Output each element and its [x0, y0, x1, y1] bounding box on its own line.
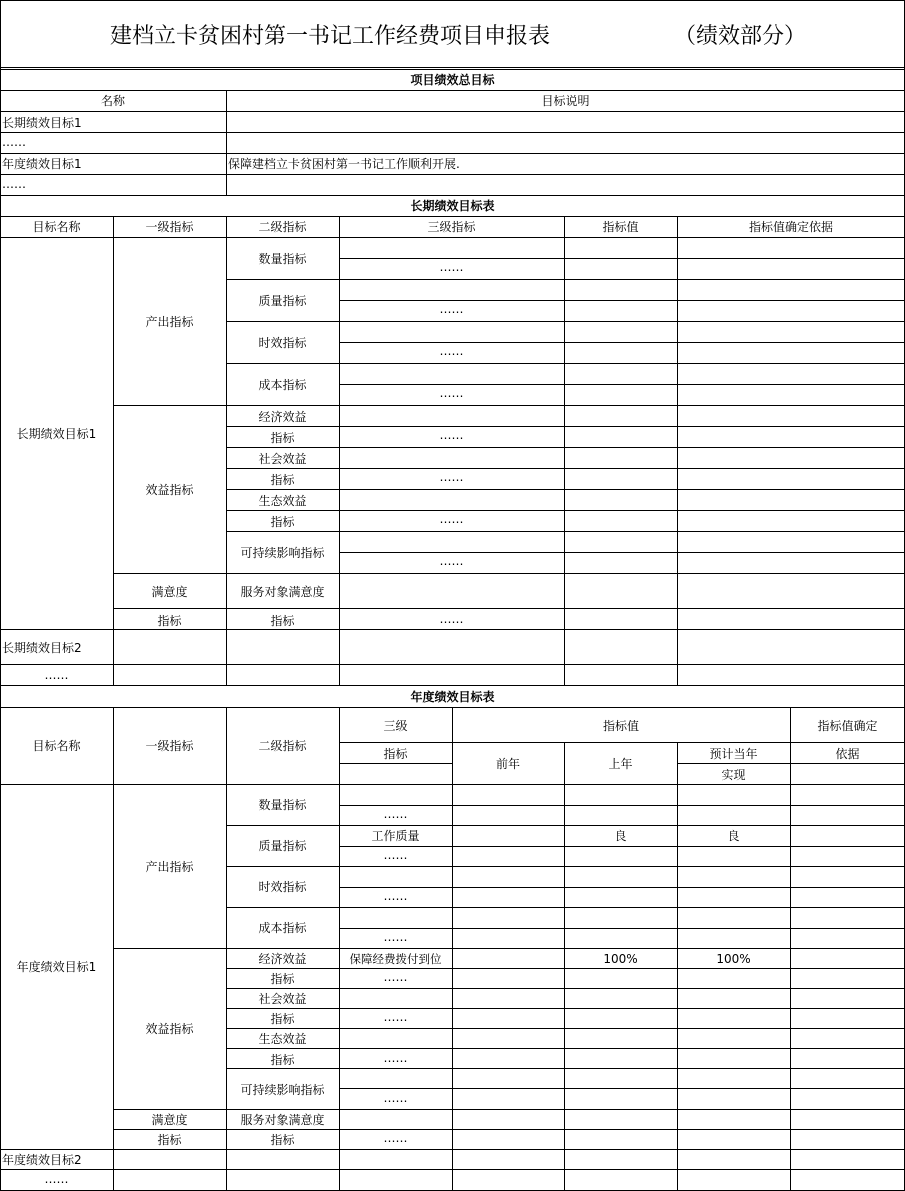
annual-goal1: 年度绩效目标1 [16, 960, 97, 974]
overall-row-name: 年度绩效目标1 [2, 157, 82, 171]
longterm-header-value: 指标值 [602, 220, 639, 234]
annual-goal2: 年度绩效目标2 [2, 1153, 82, 1167]
annual-header-l3-top: 三级 [383, 719, 408, 733]
annual-l2: 时效指标 [258, 880, 307, 894]
annual-header-l2: 二级指标 [258, 739, 307, 753]
longterm-goal1: 长期绩效目标1 [16, 427, 97, 441]
longterm-l2: 社会效益 [258, 452, 307, 466]
annual-quality-l3: 工作质量 [371, 829, 420, 843]
longterm-l2: 指标 [270, 614, 295, 628]
longterm-goal2: 长期绩效目标2 [2, 641, 82, 655]
longterm-l2: 指标 [270, 431, 295, 445]
annual-header-l3-bottom: 指标 [383, 747, 408, 761]
annual-dots: …… [383, 1051, 408, 1065]
overall-col-name: 名称 [100, 94, 125, 108]
longterm-header-l1: 一级指标 [145, 220, 194, 234]
overall-row-name: …… [2, 177, 26, 191]
annual-l2: 数量指标 [258, 798, 307, 812]
annual-header-est-b: 实现 [721, 768, 746, 782]
annual-header-goal: 目标名称 [32, 739, 81, 753]
longterm-l2: 指标 [270, 473, 295, 487]
annual-l2: 社会效益 [258, 992, 307, 1006]
annual-l2: 经济效益 [258, 952, 307, 966]
longterm-header-goal: 目标名称 [32, 220, 81, 234]
longterm-dots: …… [439, 344, 464, 358]
longterm-l2: 指标 [270, 515, 295, 529]
annual-header-basis-b: 依据 [835, 747, 860, 761]
annual-l2: 指标 [270, 1053, 295, 1067]
overall-row-name: 长期绩效目标1 [2, 116, 82, 130]
longterm-l2: 服务对象满意度 [240, 585, 325, 599]
longterm-l2: 成本指标 [258, 378, 307, 392]
longterm-indicator: 指标 [157, 614, 182, 628]
longterm-header-l2: 二级指标 [258, 220, 307, 234]
longterm-dots: …… [439, 386, 464, 400]
annual-dots: …… [383, 1010, 408, 1024]
annual-satisfaction: 满意度 [151, 1113, 188, 1127]
annual-header-value: 指标值 [602, 719, 639, 733]
longterm-l2: 时效指标 [258, 336, 307, 350]
longterm-header-basis: 指标值确定依据 [748, 220, 833, 234]
overall-col-desc: 目标说明 [541, 94, 590, 108]
overall-row-name: …… [2, 135, 26, 149]
longterm-dots: …… [439, 554, 464, 568]
longterm-section-title: 长期绩效目标表 [410, 199, 495, 213]
longterm-dots: …… [439, 260, 464, 274]
annual-econ-l3: 保障经费拨付到位 [349, 952, 442, 966]
longterm-dots: …… [439, 428, 464, 442]
annual-quality-est: 良 [727, 829, 740, 843]
annual-l2: 质量指标 [258, 839, 307, 853]
longterm-header-l3: 三级指标 [427, 220, 476, 234]
annual-dots: …… [383, 970, 408, 984]
longterm-dots: …… [439, 512, 464, 526]
longterm-l2: 经济效益 [258, 410, 307, 424]
annual-l2: 指标 [270, 1012, 295, 1026]
annual-header-est-a: 预计当年 [709, 747, 758, 761]
longterm-output: 产出指标 [145, 315, 194, 329]
longterm-dots: …… [439, 612, 464, 626]
longterm-l2: 生态效益 [258, 494, 307, 508]
page-title: 建档立卡贫困村第一书记工作经费项目申报表 [109, 24, 550, 49]
annual-header-basis-a: 指标值确定 [817, 719, 878, 733]
annual-dots: …… [383, 1131, 408, 1145]
annual-l2: 可持续影响指标 [240, 1083, 325, 1097]
longterm-dots: …… [439, 470, 464, 484]
annual-l2: 指标 [270, 1133, 295, 1147]
annual-econ-est: 100% [716, 952, 751, 966]
annual-dots: …… [383, 1091, 408, 1105]
annual-section-title: 年度绩效目标表 [410, 690, 495, 704]
annual-dots: …… [383, 807, 408, 821]
annual-header-l1: 一级指标 [145, 739, 194, 753]
annual-header-prev: 前年 [495, 757, 520, 771]
longterm-l2: 数量指标 [258, 252, 307, 266]
longterm-goal-more: …… [44, 668, 69, 682]
page-title-part: （绩效部分） [673, 24, 806, 49]
longterm-dots: …… [439, 302, 464, 316]
annual-indicator: 指标 [157, 1133, 182, 1147]
longterm-satisfaction: 满意度 [151, 585, 188, 599]
annual-dots: …… [383, 930, 408, 944]
annual-output: 产出指标 [145, 860, 194, 874]
annual-quality-last: 良 [614, 829, 627, 843]
annual-econ-last: 100% [603, 952, 638, 966]
annual-dots: …… [383, 889, 408, 903]
overall-row-desc: 保障建档立卡贫困村第一书记工作顺利开展. [228, 157, 460, 171]
annual-benefit: 效益指标 [145, 1022, 194, 1036]
annual-l2: 指标 [270, 972, 295, 986]
overall-section-title: 项目绩效总目标 [410, 73, 495, 87]
annual-l2: 成本指标 [258, 921, 307, 935]
annual-goal-more: …… [44, 1172, 69, 1186]
annual-l2: 服务对象满意度 [240, 1113, 325, 1127]
annual-header-last: 上年 [608, 757, 633, 771]
annual-l2: 生态效益 [258, 1032, 307, 1046]
annual-dots: …… [383, 848, 408, 862]
longterm-benefit: 效益指标 [145, 483, 194, 497]
longterm-l2: 可持续影响指标 [240, 546, 325, 560]
longterm-l2: 质量指标 [258, 294, 307, 308]
